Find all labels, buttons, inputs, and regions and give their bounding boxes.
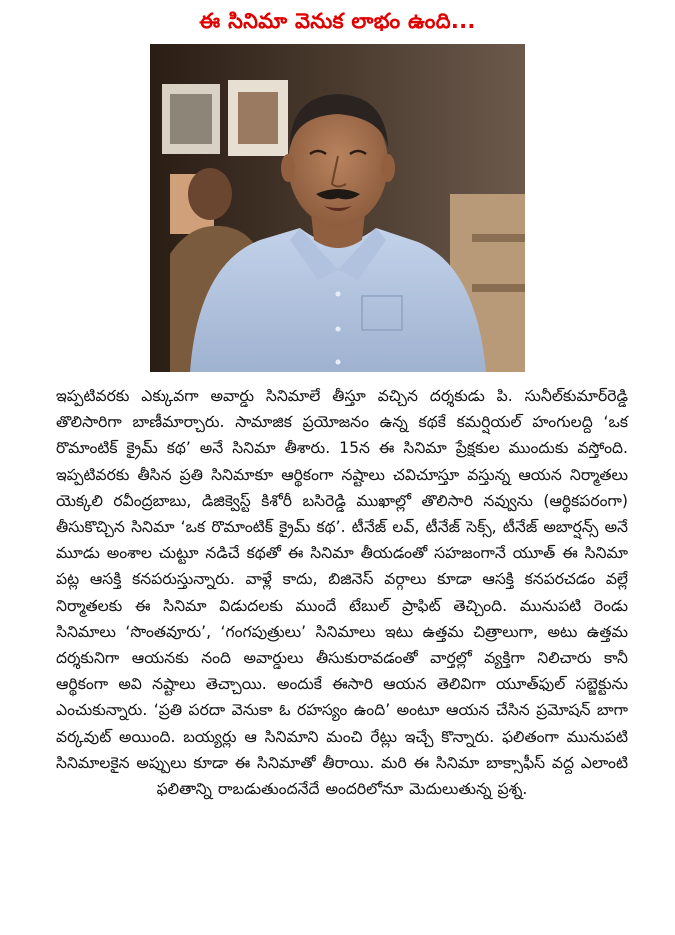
article-body: ఇప్పటివరకు ఎక్కువగా అవార్డు సినిమాలే తీస్తూ వచ్చిన దర్శకుడు పి. సునీల్‌కుమార్‌రెడ్డి తొలిసారిగా బాణీమార్చారు. సామాజిక ప్రయోజనం ఉన్న కథకే కమర్షియల్ హంగులద్ది ‘ఒక రొమాంటిక్ క్రైమ్ కథ’ అనే సినిమా తీశారు. 15న ఈ సినిమా ప్రేక్షకుల ముందుకు వస్తోంది. ఇప్పటివరకు తీసిన ప్రతి సినిమాకూ ఆర్థికంగా నష్టాలు చవిచూస్తూ వస్తున్న ఆయన నిర్మాతలు యెక్కలి రవీంద్రబాబు, డిజిక్వెస్ట్ కిశోరీ బసిరెడ్డి ముఖాల్లో తొలిసారి నవ్వును (ఆర్థికపరంగా) తీసుకొచ్చిన సినిమా ‘ఒక రొమాంటిక్ క్రైమ్ కథ’. టీనేజ్ లవ్, టీనేజ్ సెక్స్, టీనేజ్ అబార్షన్స్ అనే మూడు అంశాల చుట్టూ నడిచే కథతో ఈ సినిమా తీయడంతో సహజంగానే యూత్ ఈ సినిమా పట్ల ఆసక్తి కనపరుస్తున్నారు. వాళ్లే కాదు, బిజినెస్ వర్గాలు కూడా ఆసక్తి కనపరచడం వల్లే నిర్మాతలకు ఈ సినిమా విడుదలకు ముందే టేబుల్ ప్రాఫిట్ తెచ్చింది. మునుపటి రెండు సినిమాలు ‘సొంతవూరు’, ‘గంగపుత్రులు’ సినిమాలు ఇటు ఉత్తమ చిత్రాలుగా, అటు ఉత్తమ దర్శకునిగా ఆయనకు నంది అవార్డులు తీసుకురావడంతో వార్తల్లో వ్యక్తిగా నిలిచారు కానీ ఆర్థికంగా అవి నష్టాలు తెచ్చాయి. అందుకే ఈసారి ఆయన తెలివిగా యూత్‌ఫుల్ సబ్జెక్టును ఎంచుకున్నారు. ‘ప్రతి పరదా వెనుకా ఓ రహస్యం ఉంది’ అంటూ ఆయన చేసిన ప్రమోషన్ బాగా వర్కవుట్ అయింది. బయ్యర్లు ఆ సినిమాని మంచి రేట్లు ఇచ్చే కొన్నారు. ఫలితంగా మునుపటి సినిమాలకైన అప్పులు కూడా ఈ సినిమాతో తీరాయి. మరి ఈ సినిమా బాక్సాఫీస్ వద్ద ఎలాంటి ఫలితాన్ని రాబడుతుందనేదే అందరిలోనూ మెదులుతున్న ప్రశ్న. (56, 387, 628, 799)
article-photo (150, 44, 525, 372)
headline: ఈ సినిమా వెనుక లాభం ఉంది... (199, 9, 476, 33)
